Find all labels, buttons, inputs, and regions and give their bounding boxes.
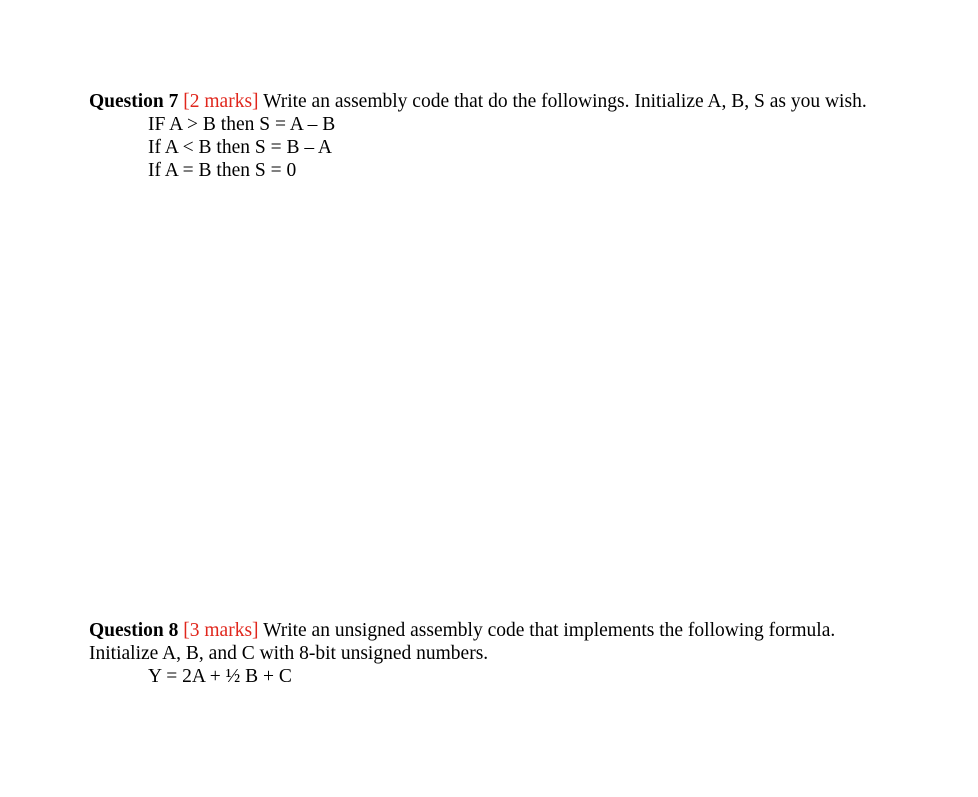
question-8 — [89, 619, 835, 688]
question-7-condition-2: If A < B then S = B – A — [148, 137, 332, 158]
question-7-condition-3: If A = B then S = 0 — [148, 160, 297, 181]
question-8-header — [89, 619, 835, 642]
question-7-header — [89, 90, 867, 113]
question-7-marks: [2 marks] — [183, 91, 259, 112]
question-7 — [89, 90, 867, 182]
question-8-prompt-line-2: Initialize A, B, and C with 8-bit unsigned numbers. — [89, 643, 489, 664]
question-8-number: Question 8 — [89, 620, 179, 641]
question-7-number: Question 7 — [89, 91, 179, 112]
question-8-marks: [3 marks] — [183, 620, 259, 641]
question-8-formula: Y = 2A + ½ B + C — [148, 666, 292, 687]
question-8-prompt: Write an unsigned assembly code that implements the following formula. — [263, 620, 836, 641]
question-7-condition-1: IF A > B then S = A – B — [148, 114, 336, 135]
question-7-prompt: Write an assembly code that do the followings. Initialize A, B, S as you wish. — [263, 91, 867, 112]
